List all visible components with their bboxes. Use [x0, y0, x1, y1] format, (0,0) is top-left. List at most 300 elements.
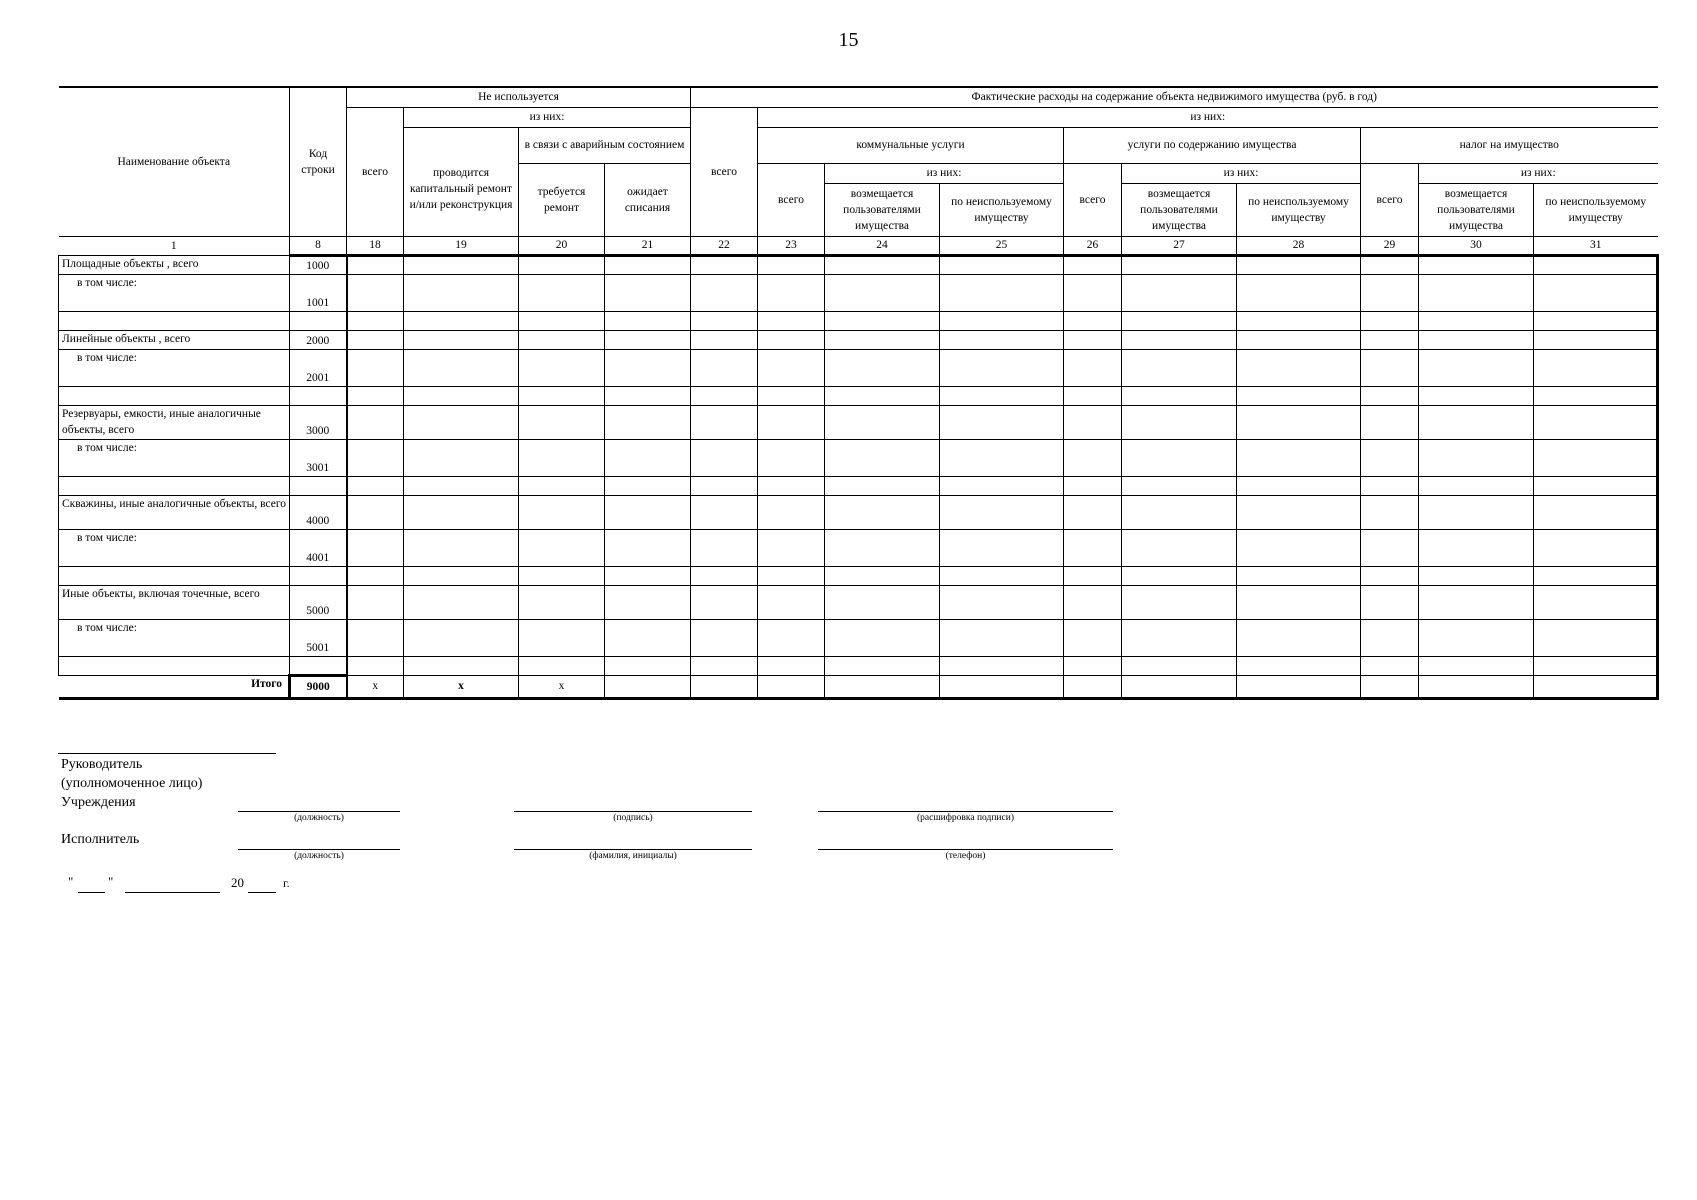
data-cell[interactable]	[1064, 311, 1122, 330]
head-decode-caption: (расшифровка подписи)	[917, 813, 1014, 823]
data-cell[interactable]	[758, 619, 825, 656]
data-cell[interactable]	[1237, 529, 1361, 566]
data-cell[interactable]	[1064, 405, 1122, 439]
signature-top-rule	[58, 753, 276, 754]
data-cell[interactable]	[825, 585, 940, 619]
row-name: Иные объекты, включая точечные, всего	[59, 585, 290, 619]
data-cell[interactable]	[1361, 656, 1419, 675]
data-cell[interactable]	[1064, 439, 1122, 476]
data-cell[interactable]	[1534, 495, 1658, 529]
data-cell[interactable]	[605, 656, 691, 675]
total-cell[interactable]	[1122, 675, 1237, 698]
data-cell[interactable]	[1419, 566, 1534, 585]
data-cell[interactable]	[1064, 566, 1122, 585]
data-cell[interactable]	[1419, 439, 1534, 476]
data-cell[interactable]	[519, 529, 605, 566]
data-cell[interactable]	[825, 566, 940, 585]
data-cell[interactable]	[1419, 405, 1534, 439]
data-cell[interactable]	[1419, 255, 1534, 274]
data-cell[interactable]	[758, 405, 825, 439]
data-cell[interactable]	[1237, 330, 1361, 349]
data-cell[interactable]	[1064, 274, 1122, 311]
data-cell[interactable]	[691, 529, 758, 566]
date-year-suffix: г.	[283, 876, 290, 890]
header-capital-repair: проводится капитальный ремонт и/или реконструкция	[404, 127, 519, 236]
data-cell[interactable]	[940, 386, 1064, 405]
data-cell[interactable]	[1064, 386, 1122, 405]
total-row	[59, 675, 1658, 698]
data-cell[interactable]	[1534, 330, 1658, 349]
report-table	[58, 86, 1659, 700]
row-code: 5000	[290, 585, 347, 619]
data-cell[interactable]	[758, 585, 825, 619]
header-not-used: Не используется	[347, 87, 691, 107]
header-maintenance-of-them: из них:	[1122, 163, 1361, 183]
head-position-line[interactable]	[238, 811, 400, 812]
data-cell[interactable]	[1534, 405, 1658, 439]
data-cell[interactable]	[940, 311, 1064, 330]
total-cell[interactable]	[1419, 675, 1534, 698]
header-maintenance: услуги по содержанию имущества	[1064, 127, 1361, 163]
data-cell[interactable]	[404, 255, 519, 274]
data-cell[interactable]	[1534, 386, 1658, 405]
data-cell[interactable]	[691, 566, 758, 585]
data-cell[interactable]	[940, 566, 1064, 585]
data-cell[interactable]	[404, 405, 519, 439]
data-cell[interactable]	[940, 274, 1064, 311]
data-cell[interactable]	[1064, 495, 1122, 529]
data-cell[interactable]	[1534, 656, 1658, 675]
data-cell[interactable]	[1534, 476, 1658, 495]
data-cell[interactable]	[1237, 405, 1361, 439]
row-code: 3001	[290, 439, 347, 476]
data-cell[interactable]	[1361, 405, 1419, 439]
data-cell[interactable]	[691, 495, 758, 529]
total-cell[interactable]	[758, 675, 825, 698]
data-cell[interactable]	[1064, 476, 1122, 495]
data-cell[interactable]	[605, 476, 691, 495]
data-cell[interactable]	[691, 349, 758, 386]
data-cell[interactable]	[1419, 529, 1534, 566]
data-cell[interactable]	[347, 439, 404, 476]
data-cell[interactable]	[1419, 476, 1534, 495]
data-cell[interactable]	[1419, 386, 1534, 405]
header-name: Наименование объекта	[59, 87, 290, 236]
data-cell[interactable]	[825, 405, 940, 439]
column-number: 27	[1122, 236, 1237, 255]
data-cell[interactable]	[1122, 495, 1237, 529]
header-awaits-writeoff: ожидает списания	[605, 163, 691, 236]
total-x-mark: х	[347, 675, 404, 698]
data-cell[interactable]	[1237, 349, 1361, 386]
row-name: Скважины, иные аналогичные объекты, всего	[59, 495, 290, 529]
column-number: 19	[404, 236, 519, 255]
header-utilities-unused: по неиспользуемому имуществу	[940, 183, 1064, 236]
data-cell[interactable]	[605, 405, 691, 439]
data-cell[interactable]	[1419, 585, 1534, 619]
total-cell[interactable]	[1064, 675, 1122, 698]
header-tax-unused: по неиспользуемому имуществу	[1534, 183, 1658, 236]
row-code	[290, 656, 347, 675]
data-cell[interactable]	[519, 255, 605, 274]
data-cell[interactable]	[347, 274, 404, 311]
data-cell[interactable]	[825, 255, 940, 274]
data-cell[interactable]	[1534, 566, 1658, 585]
executor-fio-line[interactable]	[514, 849, 752, 850]
data-cell[interactable]	[404, 386, 519, 405]
data-cell[interactable]	[1237, 495, 1361, 529]
data-cell[interactable]	[1534, 311, 1658, 330]
header-tax-of-them: из них:	[1419, 163, 1658, 183]
data-cell[interactable]	[1361, 585, 1419, 619]
head-signature-line[interactable]	[514, 811, 752, 812]
data-cell[interactable]	[404, 529, 519, 566]
row-name	[59, 476, 290, 495]
data-cell[interactable]	[825, 619, 940, 656]
data-cell[interactable]	[1237, 255, 1361, 274]
data-cell[interactable]	[1122, 311, 1237, 330]
data-cell[interactable]	[1237, 566, 1361, 585]
data-cell[interactable]	[347, 566, 404, 585]
data-cell[interactable]	[1419, 656, 1534, 675]
total-cell[interactable]	[940, 675, 1064, 698]
data-cell[interactable]	[758, 529, 825, 566]
data-cell[interactable]	[1122, 255, 1237, 274]
data-cell[interactable]	[519, 349, 605, 386]
data-cell[interactable]	[1064, 349, 1122, 386]
data-cell[interactable]	[940, 330, 1064, 349]
data-cell[interactable]	[758, 495, 825, 529]
data-cell[interactable]	[605, 439, 691, 476]
data-cell[interactable]	[1237, 476, 1361, 495]
row-code: 4000	[290, 495, 347, 529]
data-cell[interactable]	[1064, 619, 1122, 656]
data-cell[interactable]	[404, 585, 519, 619]
row-code: 5001	[290, 619, 347, 656]
data-cell[interactable]	[825, 274, 940, 311]
data-cell[interactable]	[404, 439, 519, 476]
total-cell[interactable]	[825, 675, 940, 698]
data-cell[interactable]	[1419, 619, 1534, 656]
column-number: 29	[1361, 236, 1419, 255]
data-cell[interactable]	[1122, 439, 1237, 476]
table-row	[59, 349, 1658, 386]
table-row	[59, 529, 1658, 566]
data-cell[interactable]	[825, 439, 940, 476]
total-cell[interactable]	[1534, 675, 1658, 698]
row-name: в том числе:	[59, 349, 290, 386]
data-cell[interactable]	[1361, 274, 1419, 311]
executor-label: Исполнитель	[61, 832, 140, 847]
data-cell[interactable]	[758, 274, 825, 311]
row-code	[290, 311, 347, 330]
data-cell[interactable]	[1237, 656, 1361, 675]
data-cell[interactable]	[691, 656, 758, 675]
data-cell[interactable]	[691, 386, 758, 405]
data-cell[interactable]	[1122, 529, 1237, 566]
data-cell[interactable]	[940, 619, 1064, 656]
data-cell[interactable]	[519, 585, 605, 619]
data-cell[interactable]	[1534, 439, 1658, 476]
header-expenses-of-them: из них:	[758, 107, 1658, 127]
header-not-used-total: всего	[347, 107, 404, 236]
data-cell[interactable]	[1122, 566, 1237, 585]
head-label-2: (уполномоченное лицо)	[61, 776, 203, 791]
total-cell[interactable]	[1237, 675, 1361, 698]
data-cell[interactable]	[1122, 656, 1237, 675]
header-utilities-of-them: из них:	[825, 163, 1064, 183]
data-cell[interactable]	[1237, 311, 1361, 330]
data-cell[interactable]	[519, 405, 605, 439]
data-cell[interactable]	[605, 566, 691, 585]
data-cell[interactable]	[404, 476, 519, 495]
data-cell[interactable]	[1122, 349, 1237, 386]
column-number: 22	[691, 236, 758, 255]
data-cell[interactable]	[347, 619, 404, 656]
data-cell[interactable]	[519, 656, 605, 675]
data-cell[interactable]	[758, 439, 825, 476]
executor-phone-caption: (телефон)	[945, 851, 986, 861]
data-cell[interactable]	[1419, 274, 1534, 311]
data-cell[interactable]	[605, 619, 691, 656]
table-row	[59, 476, 1658, 495]
data-cell[interactable]	[347, 495, 404, 529]
data-cell[interactable]	[347, 386, 404, 405]
data-cell[interactable]	[347, 476, 404, 495]
data-cell[interactable]	[758, 255, 825, 274]
date-quote-close: "	[108, 874, 114, 889]
data-cell[interactable]	[404, 349, 519, 386]
data-cell[interactable]	[825, 656, 940, 675]
data-cell[interactable]	[758, 566, 825, 585]
data-cell[interactable]	[691, 619, 758, 656]
row-code: 2000	[290, 330, 347, 349]
data-cell[interactable]	[1237, 619, 1361, 656]
row-name: в том числе:	[59, 274, 290, 311]
header-property-tax: налог на имущество	[1361, 127, 1658, 163]
header-tax-reimbursed: возмещается пользователями имущества	[1419, 183, 1534, 236]
data-cell[interactable]	[940, 476, 1064, 495]
data-cell[interactable]	[1237, 274, 1361, 311]
data-cell[interactable]	[1064, 255, 1122, 274]
data-cell[interactable]	[758, 330, 825, 349]
data-cell[interactable]	[347, 311, 404, 330]
total-cell[interactable]	[605, 675, 691, 698]
data-cell[interactable]	[404, 274, 519, 311]
row-code: 2001	[290, 349, 347, 386]
data-cell[interactable]	[605, 585, 691, 619]
data-cell[interactable]	[347, 656, 404, 675]
data-cell[interactable]	[1064, 330, 1122, 349]
total-code: 9000	[290, 675, 347, 698]
data-cell[interactable]	[940, 495, 1064, 529]
data-cell[interactable]	[1361, 349, 1419, 386]
data-cell[interactable]	[519, 311, 605, 330]
data-cell[interactable]	[1361, 529, 1419, 566]
data-cell[interactable]	[940, 656, 1064, 675]
data-cell[interactable]	[940, 585, 1064, 619]
data-cell[interactable]	[825, 476, 940, 495]
row-name: в том числе:	[59, 439, 290, 476]
data-cell[interactable]	[347, 405, 404, 439]
header-needs-repair: требуется ремонт	[519, 163, 605, 236]
data-cell[interactable]	[519, 386, 605, 405]
data-cell[interactable]	[1361, 495, 1419, 529]
data-cell[interactable]	[691, 255, 758, 274]
data-cell[interactable]	[404, 330, 519, 349]
row-code	[290, 386, 347, 405]
data-cell[interactable]	[1237, 439, 1361, 476]
data-cell[interactable]	[1122, 619, 1237, 656]
data-cell[interactable]	[1361, 476, 1419, 495]
table-row	[59, 255, 1658, 274]
header-utilities-total: всего	[758, 163, 825, 236]
data-cell[interactable]	[1122, 274, 1237, 311]
row-name: в том числе:	[59, 529, 290, 566]
column-number: 24	[825, 236, 940, 255]
data-cell[interactable]	[605, 386, 691, 405]
data-cell[interactable]	[825, 386, 940, 405]
data-cell[interactable]	[1419, 311, 1534, 330]
data-cell[interactable]	[347, 349, 404, 386]
date-year-line[interactable]	[248, 892, 276, 893]
table-row	[59, 495, 1658, 529]
data-cell[interactable]	[825, 330, 940, 349]
data-cell[interactable]	[1122, 330, 1237, 349]
data-cell[interactable]	[940, 405, 1064, 439]
data-cell[interactable]	[691, 311, 758, 330]
data-cell[interactable]	[1534, 619, 1658, 656]
data-cell[interactable]	[605, 330, 691, 349]
data-cell[interactable]	[1534, 529, 1658, 566]
column-number: 21	[605, 236, 691, 255]
date-day-line[interactable]	[78, 892, 105, 893]
data-cell[interactable]	[404, 656, 519, 675]
column-numbers-row	[59, 236, 1658, 255]
data-cell[interactable]	[1534, 255, 1658, 274]
data-cell[interactable]	[347, 529, 404, 566]
data-cell[interactable]	[1534, 274, 1658, 311]
data-cell[interactable]	[1122, 386, 1237, 405]
data-cell[interactable]	[825, 349, 940, 386]
data-cell[interactable]	[1361, 255, 1419, 274]
data-cell[interactable]	[1064, 656, 1122, 675]
data-cell[interactable]	[758, 349, 825, 386]
page-number: 15	[838, 29, 859, 51]
column-number: 20	[519, 236, 605, 255]
data-cell[interactable]	[605, 255, 691, 274]
data-cell[interactable]	[404, 619, 519, 656]
data-cell[interactable]	[1534, 349, 1658, 386]
row-name	[59, 566, 290, 585]
data-cell[interactable]	[691, 476, 758, 495]
row-name: Резервуары, емкости, иные аналогичные объекты, всего	[59, 405, 290, 439]
row-name: Линейные объекты , всего	[59, 330, 290, 349]
head-signature-caption: (подпись)	[613, 813, 653, 823]
data-cell[interactable]	[1361, 439, 1419, 476]
data-cell[interactable]	[1237, 386, 1361, 405]
data-cell[interactable]	[404, 495, 519, 529]
data-cell[interactable]	[940, 349, 1064, 386]
data-cell[interactable]	[404, 566, 519, 585]
data-cell[interactable]	[519, 495, 605, 529]
table-row	[59, 405, 1658, 439]
data-cell[interactable]	[691, 330, 758, 349]
data-cell[interactable]	[404, 311, 519, 330]
data-cell[interactable]	[940, 439, 1064, 476]
header-maintenance-unused: по неиспользуемому имуществу	[1237, 183, 1361, 236]
data-cell[interactable]	[605, 274, 691, 311]
data-cell[interactable]	[1361, 311, 1419, 330]
data-cell[interactable]	[758, 311, 825, 330]
data-cell[interactable]	[605, 349, 691, 386]
data-cell[interactable]	[347, 330, 404, 349]
data-cell[interactable]	[1122, 476, 1237, 495]
data-cell[interactable]	[1064, 585, 1122, 619]
data-cell[interactable]	[758, 656, 825, 675]
data-cell[interactable]	[825, 495, 940, 529]
total-x-mark: х	[404, 675, 519, 698]
data-cell[interactable]	[1122, 405, 1237, 439]
data-cell[interactable]	[605, 529, 691, 566]
data-cell[interactable]	[347, 255, 404, 274]
data-cell[interactable]	[605, 311, 691, 330]
data-cell[interactable]	[1122, 585, 1237, 619]
total-cell[interactable]	[691, 675, 758, 698]
data-cell[interactable]	[605, 495, 691, 529]
data-cell[interactable]	[1361, 330, 1419, 349]
data-cell[interactable]	[1237, 585, 1361, 619]
data-cell[interactable]	[519, 476, 605, 495]
data-cell[interactable]	[691, 405, 758, 439]
data-cell[interactable]	[940, 255, 1064, 274]
data-cell[interactable]	[1419, 495, 1534, 529]
executor-phone-line[interactable]	[818, 849, 1113, 850]
data-cell[interactable]	[758, 476, 825, 495]
table-row	[59, 656, 1658, 675]
total-cell[interactable]	[1361, 675, 1419, 698]
data-cell[interactable]	[519, 439, 605, 476]
table-row	[59, 274, 1658, 311]
data-cell[interactable]	[1419, 330, 1534, 349]
data-cell[interactable]	[940, 529, 1064, 566]
data-cell[interactable]	[691, 585, 758, 619]
data-cell[interactable]	[691, 274, 758, 311]
header-maintenance-reimbursed: возмещается пользователями имущества	[1122, 183, 1237, 236]
data-cell[interactable]	[691, 439, 758, 476]
data-cell[interactable]	[825, 529, 940, 566]
executor-position-caption: (должность)	[294, 851, 344, 861]
data-cell[interactable]	[519, 566, 605, 585]
data-cell[interactable]	[519, 619, 605, 656]
date-month-line[interactable]	[125, 892, 220, 893]
data-cell[interactable]	[1361, 566, 1419, 585]
data-cell[interactable]	[519, 330, 605, 349]
data-cell[interactable]	[519, 274, 605, 311]
data-cell[interactable]	[825, 311, 940, 330]
data-cell[interactable]	[1361, 386, 1419, 405]
data-cell[interactable]	[1534, 585, 1658, 619]
data-cell[interactable]	[1361, 619, 1419, 656]
data-cell[interactable]	[347, 585, 404, 619]
executor-position-line[interactable]	[238, 849, 400, 850]
row-code	[290, 566, 347, 585]
data-cell[interactable]	[1064, 529, 1122, 566]
data-cell[interactable]	[758, 386, 825, 405]
data-cell[interactable]	[1419, 349, 1534, 386]
head-decode-line[interactable]	[818, 811, 1113, 812]
table-row	[59, 439, 1658, 476]
